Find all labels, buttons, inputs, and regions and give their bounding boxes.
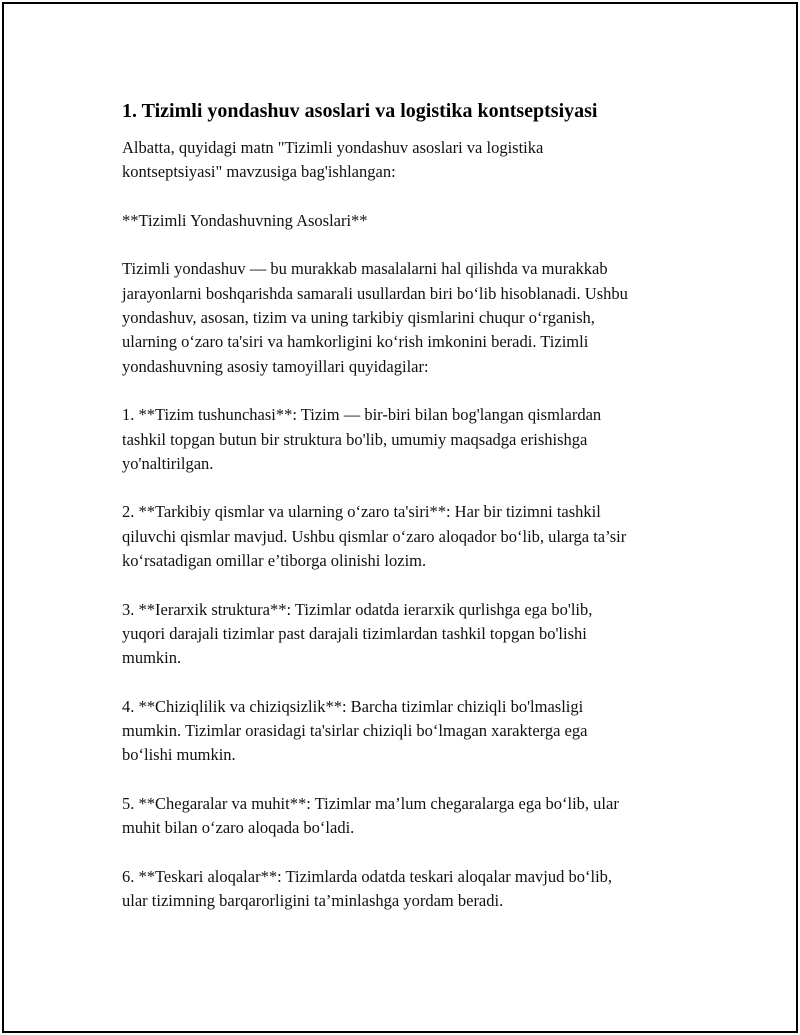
document-page bbox=[2, 2, 798, 1033]
principle-item-6: 6. **Teskari aloqalar**: Tizimlarda odatda teskari aloqalar mavjud bo‘lib, ular tizimning barqarorligini ta’minlashga yordam beradi. bbox=[122, 866, 613, 911]
principle-item-5: 5. **Chegaralar va muhit**: Tizimlar ma’lum chegaralarga ega bo‘lib, ular muhit bilan o‘zaro aloqada bo‘ladi. bbox=[122, 794, 619, 838]
principle-item-3: 3. **Ierarxik struktura**: Tizimlar odatda ierarxik qurlishga ega bo'lib, yuqori darajali tizimlar past darajali tizimlardan tashkil topgan bo'lishi mumkin. bbox=[122, 599, 593, 668]
intro-paragraph: Albatta, quyidagi matn "Tizimli yondashuv asoslari va logistika kontseptsiyasi" mavzusiga bag'ishlangan: bbox=[122, 138, 544, 182]
document-body bbox=[122, 98, 702, 938]
principle-item-4: 4. **Chiziqlilik va chiziqsizlik**: Barcha tizimlar chiziqli bo'lmasligi mumkin. Tizimlar orasidagi ta'sirlar chiziqli bo‘lmagan xarakterga ega bo‘lishi mumkin. bbox=[122, 696, 588, 765]
principle-item-2: 2. **Tarkibiy qismlar va ularning o‘zaro ta'siri**: Har bir tizimni tashkil qiluvchi qismlar mavjud. Ushbu qismlar o‘zaro aloqador bo‘lib, ularga ta’sir ko‘rsatadigan omillar e’tiborga olinishi lozim. bbox=[122, 502, 627, 571]
section-heading: **Tizimli Yondashuvning Asoslari** bbox=[122, 210, 368, 230]
definition-paragraph: Tizimli yondashuv — bu murakkab masalalarni hal qilishda va murakkab jarayonlarni boshqarishda samarali usullardan biri bo‘lib hisoblanadi. Ushbu yondashuv, asosan, tizim va uning tarkibiy qismlarini chuqur o‘rganish, ularning o‘zaro ta'siri va hamkorligini ko‘rish imkonini beradi. Tizimli yondashuvning asosiy tamoyillari quyidagilar: bbox=[122, 259, 628, 376]
principle-item-1: 1. **Tizim tushunchasi**: Tizim — bir-biri bilan bog'langan qismlardan tashkil topgan butun bir struktura bo'lib, umumiy maqsadga erishishga yo'naltirilgan. bbox=[122, 405, 602, 473]
document-title: 1. Tizimli yondashuv asoslari va logistika kontseptsiyasi bbox=[122, 100, 598, 122]
